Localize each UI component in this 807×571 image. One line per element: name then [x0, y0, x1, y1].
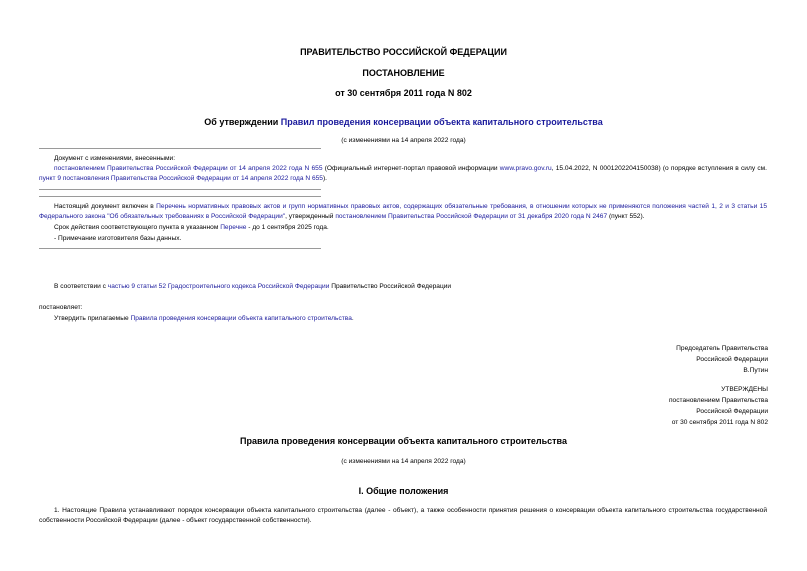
approve-paragraph [54, 314, 354, 324]
notice-text-4: Срок действия соответствующего пункта в указанном [54, 224, 221, 231]
amendment-point9-link[interactable]: пункт 9 постановления Правительства Российской Федерации от 14 апреля 2022 года N 655 [39, 175, 323, 182]
preamble-text-2: Правительство Российской Федерации [329, 283, 452, 290]
signature-position: Председатель Правительства [676, 345, 768, 352]
list-link[interactable]: Перечне [220, 224, 247, 231]
preamble-text-1: В соответствии с [54, 283, 108, 290]
amendment-link-655[interactable]: постановлением Правительства Российской Федерации от 14 апреля 2022 года N 655 [54, 165, 323, 172]
document-title-prefix: Об утверждении [204, 117, 281, 127]
notice-text-3: (пункт 552). [607, 213, 645, 220]
paragraph-1: 1. Настоящие Правила устанавливают порядок консервации объекта капитального строительства (далее - объект), а также особенности принятия решения о консервации объекта капитального строительства государственной собственности Российской Федерации (далее - объект государственной собственности). [39, 507, 767, 524]
mandatory-requirements-list-link[interactable]: Перечень нормативных правовых актов и групп нормативных правовых актов, содержащих обязательные требования, в отношении которых не применяются положения частей 1, 2 и 3 статьи 15 Федерального закона "Об обязательных требованиях в Российской Федерации" [39, 203, 768, 220]
changes-text-1: (Официальный интернет-портал правовой информации [322, 165, 500, 172]
changes-text-2: , 15.04.2022, N 0001202204150038) (о порядке вступления в силу см. [551, 165, 767, 172]
changes-box-body [39, 164, 767, 184]
rules-amendment-note: (с изменениями на 14 апреля 2022 года) [341, 458, 466, 465]
changes-box-top-rule [39, 148, 321, 149]
signature-country: Российской Федерации [696, 356, 768, 363]
approve-text-2: . [351, 315, 354, 322]
approved-date: от 30 сентября 2011 года N 802 [671, 419, 768, 426]
notice-text-5: - до 1 сентября 2025 года. [246, 224, 329, 231]
amendment-note: (с изменениями на 14 апреля 2022 года) [341, 137, 466, 144]
section-title: I. Общие положения [358, 486, 449, 496]
rules-link[interactable]: Правила проведения консервации объекта капитального строительства [130, 315, 352, 322]
notice-text-2: , утвержденный [285, 213, 336, 220]
database-note: - Примечание изготовителя базы данных. [54, 235, 182, 242]
document-title [0, 117, 807, 128]
changes-box-bottom-rule [39, 189, 321, 190]
notice-validity [54, 223, 329, 233]
document-type-heading: ПОСТАНОВЛЕНИЕ [362, 68, 445, 78]
preamble [54, 282, 451, 292]
notice-box-body [39, 202, 767, 222]
notice-text-1: Настоящий документ включен в [54, 203, 157, 210]
approve-text-1: Утвердить прилагаемые [54, 315, 131, 322]
decree-2467-link[interactable]: постановлением Правительства Российской Федерации от 31 декабря 2020 года N 2467 [335, 213, 608, 220]
notice-box-bottom-rule [39, 248, 321, 249]
document-date-number: от 30 сентября 2011 года N 802 [335, 88, 472, 98]
document-title-link[interactable]: Правил проведения консервации объекта капитального строительства [280, 117, 603, 127]
rules-title: Правила проведения консервации объекта капитального строительства [240, 436, 567, 446]
signature-name: В.Путин [743, 367, 768, 374]
approved-label: УТВЕРЖДЕНЫ [721, 386, 768, 393]
notice-box-top-rule [39, 196, 321, 197]
government-heading: ПРАВИТЕЛЬСТВО РОССИЙСКОЙ ФЕДЕРАЦИИ [300, 47, 507, 57]
decides-text: постановляет: [39, 304, 83, 311]
urban-code-link[interactable]: частью 9 статьи 52 Градостроительного кодекса Российской Федерации [107, 283, 330, 290]
changes-text-3: ). [322, 175, 327, 182]
changes-box-intro: Документ с изменениями, внесенными: [54, 155, 176, 162]
approved-country: Российской Федерации [696, 408, 768, 415]
pravo-site-link[interactable]: www.pravo.gov.ru [499, 165, 552, 172]
approved-by: постановлением Правительства [668, 397, 768, 404]
